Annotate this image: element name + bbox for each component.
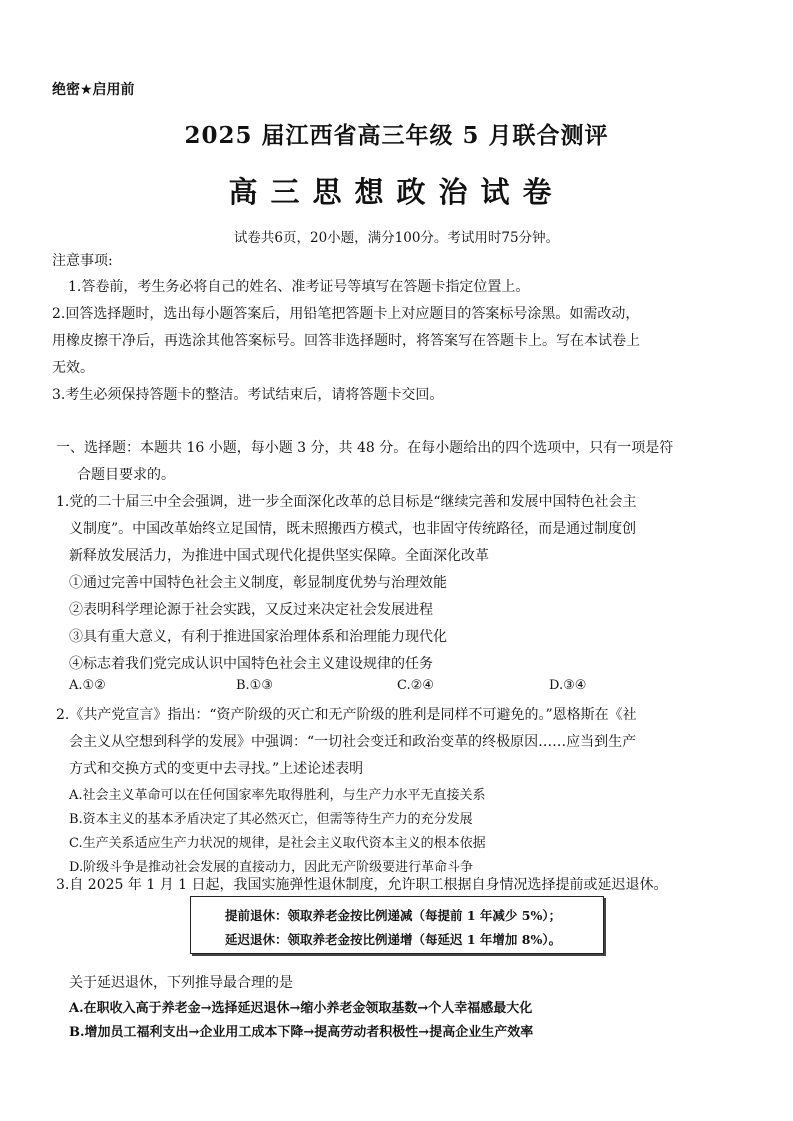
retirement-rule-box <box>190 896 604 954</box>
question-2-option-d[interactable]: D.阶级斗争是推动社会发展的直接动力，因此无产阶级要进行革命斗争 <box>69 860 474 875</box>
question-1-option-d[interactable]: D.③④ <box>549 678 587 693</box>
question-1-option-c[interactable]: C.②④ <box>397 678 434 693</box>
box-line-early: 提前退休：领取养老金按比例递减（每提前 1 年减少 5%）； <box>225 908 562 923</box>
question-3-option-a[interactable]: A.在职收入高于养老金→选择延迟退休→缩小养老金领取基数→个人幸福感最大化 <box>69 1001 533 1016</box>
question-3-option-b[interactable]: B.增加员工福利支出→企业用工成本下降→提高劳动者积极性→提高企业生产效率 <box>69 1025 534 1040</box>
question-2-option-a[interactable]: A.社会主义革命可以在任何国家率先取得胜利，与生产力水平无直接关系 <box>69 788 486 803</box>
secret-mark: 绝密★启用前 <box>52 82 135 98</box>
question-1-statement: ③具有重大意义，有利于推进国家治理体系和治理能力现代化 <box>69 629 447 645</box>
question-2-stem: 方式和交换方式的变更中去寻找。”上述论述表明 <box>69 761 364 777</box>
question-2-stem: 2.《共产党宣言》指出：“资产阶级的灭亡和无产阶级的胜利是同样不可避免的。”恩格斯在《社 <box>56 707 637 723</box>
section-heading-cont: 合题目要求的。 <box>77 467 175 483</box>
question-1-statement: ②表明科学理论源于社会实践，又反过来决定社会发展进程 <box>69 602 433 618</box>
question-1-stem: 新释放发展活力，为推进中国式现代化提供坚实保障。全面深化改革 <box>69 548 489 564</box>
question-3-stem: 3.自 2025 年 1 月 1 日起，我国实施弹性退休制度，允许职工根据自身情况选择提前或延迟退休。 <box>56 877 668 893</box>
question-1-statement: ①通过完善中国特色社会主义制度，彰显制度优势与治理效能 <box>69 575 447 591</box>
paper-title: 高三思想政治试卷 <box>228 175 565 209</box>
notice-item: 无效。 <box>52 360 94 376</box>
question-3-prompt: 关于延迟退休，下列推导最合理的是 <box>69 975 293 991</box>
notice-heading: 注意事项: <box>52 253 113 269</box>
section-heading: 一、选择题：本题共 16 小题，每小题 3 分，共 48 分。在每小题给出的四个选项中，只有一项是符 <box>56 440 674 456</box>
question-1-option-a[interactable]: A.①② <box>69 678 106 693</box>
exam-title: 2025 届江西省高三年级 5 月联合测评 <box>184 122 609 149</box>
paper-info: 试卷共6页，20小题，满分100分。考试用时75分钟。 <box>233 230 560 246</box>
notice-item: 1.答卷前，考生务必将自己的姓名、准考证号等填写在答题卡指定位置上。 <box>68 279 530 295</box>
notice-item: 2.回答选择题时，选出每小题答案后，用铅笔把答题卡上对应题目的答案标号涂黑。如需改动， <box>52 306 640 322</box>
question-1-stem: 1.党的二十届三中全会强调，进一步全面深化改革的总目标是“继续完善和发展中国特色社会主 <box>56 494 637 510</box>
box-line-delayed: 延迟退休：领取养老金按比例递增（每延迟 1 年增加 8%）。 <box>225 932 562 947</box>
question-2-option-b[interactable]: B.资本主义的基本矛盾决定了其必然灭亡，但需等待生产力的充分发展 <box>69 812 473 827</box>
question-2-stem: 会主义从空想到科学的发展》中强调：“一切社会变迁和政治变革的终极原因……应当到生产 <box>69 734 637 750</box>
notice-item: 3.考生必须保持答题卡的整洁。考试结束后，请将答题卡交回。 <box>52 387 444 403</box>
question-1-stem: 义制度”。中国改革始终立足国情，既未照搬西方模式，也非固守传统路径，而是通过制度创 <box>69 521 637 537</box>
notice-item: 用橡皮擦干净后，再选涂其他答案标号。回答非选择题时，将答案写在答题卡上。写在本试卷上 <box>52 333 640 349</box>
question-2-option-c[interactable]: C.生产关系适应生产力状况的规律，是社会主义取代资本主义的根本依据 <box>69 836 486 851</box>
question-1-statement: ④标志着我们党完成认识中国特色社会主义建设规律的任务 <box>69 656 433 672</box>
question-1-option-b[interactable]: B.①③ <box>236 678 273 693</box>
